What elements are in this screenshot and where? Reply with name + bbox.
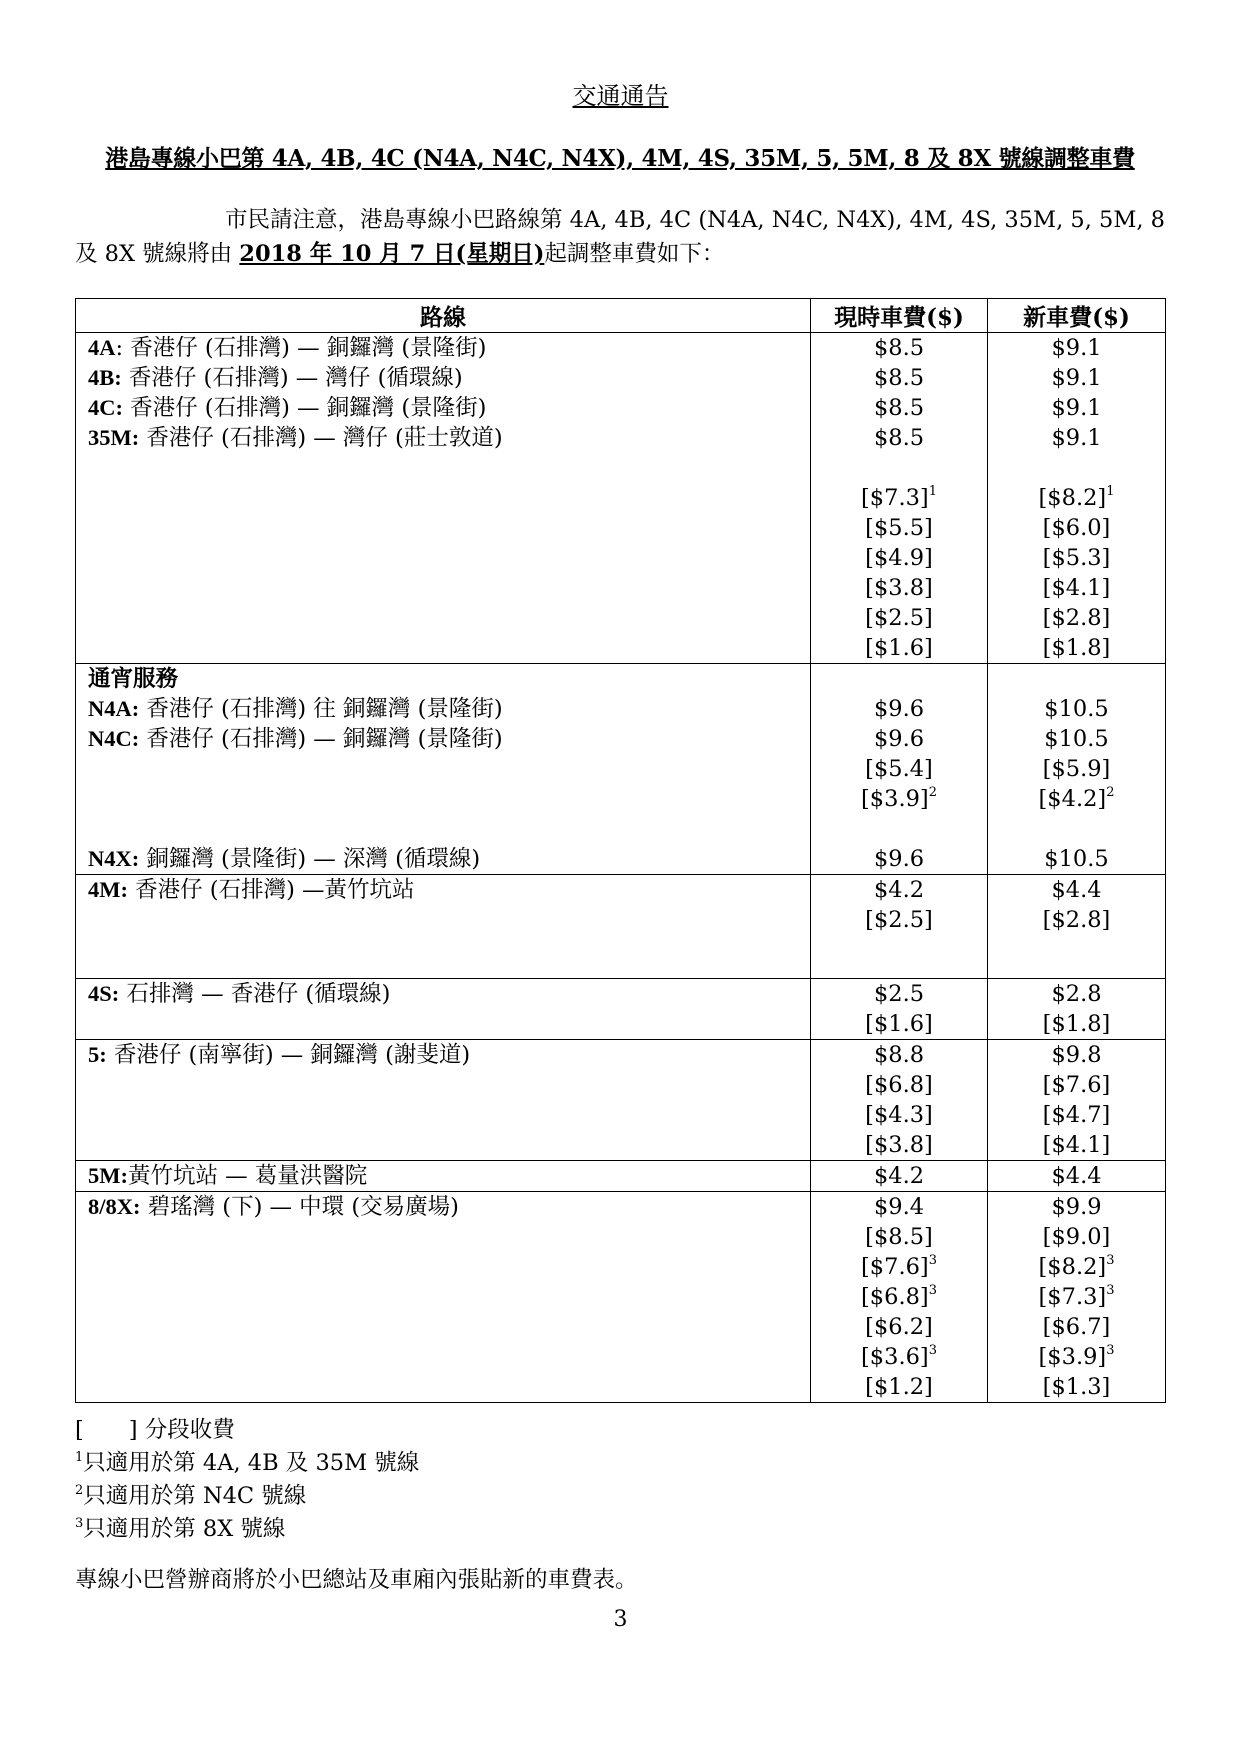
fare-value: $4.2 <box>873 1163 925 1189</box>
fare-value: [$3.8] <box>865 575 933 601</box>
fare-value: [$5.4] <box>865 756 933 782</box>
route-line: N4X: 銅鑼灣 (景隆街) — 深灣 (循環線) <box>88 846 481 872</box>
fare-value: $9.6 <box>873 696 925 722</box>
current-fare-cell <box>811 875 988 979</box>
fare-value: [$7.6] <box>1042 1072 1111 1098</box>
fare-value: $4.4 <box>1051 877 1102 903</box>
fare-value: $4.4 <box>1051 1163 1102 1189</box>
fare-value: [$7.3]$^1$ <box>861 484 937 511</box>
route-line: N4A: 香港仔 (石排灣) 往 銅鑼灣 (景隆街) <box>88 696 503 722</box>
table-row <box>76 979 1166 1040</box>
fare-value: [$6.2] <box>865 1314 933 1340</box>
route-cell <box>76 979 811 1040</box>
fare-table <box>75 298 1166 1403</box>
intro-paragraph <box>75 203 1165 271</box>
route-cell <box>76 1161 811 1192</box>
fare-value: $9.9 <box>1051 1194 1102 1220</box>
route-line: 4B: 香港仔 (石排灣) — 灣仔 (循環線) <box>88 365 463 391</box>
header-current-fare: 現時車費($) <box>811 299 988 333</box>
fare-value: $9.1 <box>1051 395 1102 421</box>
fare-value: [$6.0] <box>1042 515 1111 541</box>
fare-value: $10.5 <box>1044 846 1109 872</box>
fare-value: $8.8 <box>873 1042 925 1068</box>
new-fare-cell <box>988 1161 1166 1192</box>
new-fare-cell <box>988 664 1166 875</box>
fare-value: $9.4 <box>873 1194 925 1220</box>
route-line: 5: 香港仔 (南寧街) — 銅鑼灣 (謝斐道) <box>88 1042 471 1068</box>
fare-value: $8.5 <box>873 365 925 391</box>
route-line: 4A: 香港仔 (石排灣) — 銅鑼灣 (景隆街) <box>88 335 487 361</box>
route-cell <box>76 664 811 875</box>
current-fare-cell <box>811 1192 988 1403</box>
route-line: 4M: 香港仔 (石排灣) —黃竹坑站 <box>88 877 415 903</box>
page-number: 3 <box>613 1607 628 1632</box>
route-line: 4C: 香港仔 (石排灣) — 銅鑼灣 (景隆街) <box>88 395 487 421</box>
table-row <box>76 875 1166 979</box>
fare-value: [$6.7] <box>1042 1314 1111 1340</box>
fare-value: [$1.8] <box>1042 635 1111 661</box>
fare-value: $8.5 <box>873 425 925 451</box>
fare-value: [$5.5] <box>865 515 933 541</box>
new-fare-cell <box>988 1040 1166 1161</box>
fare-value: $9.6 <box>873 726 925 752</box>
intro-text-after: 起調整車費如下： <box>544 241 725 267</box>
fare-value: [$1.8] <box>1042 1011 1111 1037</box>
new-fare-cell <box>988 1192 1166 1403</box>
fare-value: [$1.3] <box>1042 1374 1111 1400</box>
current-fare-cell <box>811 979 988 1040</box>
new-fare-cell <box>988 875 1166 979</box>
fare-value: [$4.3] <box>865 1102 933 1128</box>
fare-value: $8.5 <box>873 335 925 361</box>
fare-value: [$2.8] <box>1042 605 1111 631</box>
fare-value: [$4.1] <box>1042 575 1111 601</box>
fare-value: [$6.8]$^3$ <box>861 1283 937 1310</box>
fare-value: $9.6 <box>873 846 925 872</box>
fare-value: [$5.9] <box>1042 756 1111 782</box>
closing-statement: 專線小巴營辦商將於小巴總站及車廂內張貼新的車費表。 <box>75 1567 638 1593</box>
fare-value: [$8.5] <box>865 1224 933 1250</box>
fare-value: [$8.2]$^3$ <box>1038 1253 1115 1280</box>
fare-value: [$1.6] <box>865 635 933 661</box>
route-line: 4S: 石排灣 — 香港仔 (循環線) <box>88 981 391 1007</box>
fare-value: $10.5 <box>1044 696 1109 722</box>
fare-value: $9.1 <box>1051 365 1102 391</box>
table-row <box>76 1040 1166 1161</box>
fare-value: [$3.6]$^3$ <box>861 1343 937 1370</box>
legend-note: [ ] 分段收費 <box>75 1417 235 1443</box>
route-cell <box>76 333 811 664</box>
new-fare-cell <box>988 979 1166 1040</box>
table-row <box>76 333 1166 664</box>
fare-value: [$2.5] <box>865 907 933 933</box>
route-line: N4C: 香港仔 (石排灣) — 銅鑼灣 (景隆街) <box>88 726 503 752</box>
fare-value: [$7.6]$^3$ <box>861 1253 937 1280</box>
fare-value: [$5.3] <box>1042 545 1111 571</box>
footnote: $^3$只適用於第 8X 號線 <box>75 1516 286 1542</box>
notice-title: 交通通告 <box>572 82 669 110</box>
route-cell <box>76 1192 811 1403</box>
route-line: 5M:黃竹坑站 — 葛量洪醫院 <box>88 1163 368 1189</box>
new-fare-cell <box>988 333 1166 664</box>
fare-value: $9.1 <box>1051 425 1102 451</box>
table-row <box>76 664 1166 875</box>
fare-value: [$1.6] <box>865 1011 933 1037</box>
fare-value: [$2.8] <box>1042 907 1111 933</box>
fare-value: [$8.2]$^1$ <box>1038 484 1115 511</box>
fare-value: $9.1 <box>1051 335 1102 361</box>
intro-text-before: 市民請注意，港島專線小巴路線第 4A, 4B, 4C (N4A, N4C, N4X), 4M, 4S, 35M, 5, 5M, 8 及 8X 號線將由 <box>75 207 1165 267</box>
fare-value: [$4.2]$^2$ <box>1038 785 1115 812</box>
footnote: $^1$只適用於第 4A, 4B 及 35M 號線 <box>75 1450 420 1476</box>
notice-subtitle: 港島專線小巴第 4A, 4B, 4C (N4A, N4C, N4X), 4M, 4S, 35M, 5, 5M, 8 及 8X 號線調整車費 <box>105 145 1135 172</box>
current-fare-cell <box>811 1040 988 1161</box>
fare-value: [$4.9] <box>865 545 933 571</box>
header-new-fare: 新車費($) <box>988 299 1166 333</box>
fare-value: $2.8 <box>1051 981 1102 1007</box>
effective-date: 2018 年 10 月 7 日(星期日) <box>239 241 545 267</box>
fare-value: [$3.8] <box>865 1132 933 1158</box>
route-cell <box>76 1040 811 1161</box>
table-row <box>76 1192 1166 1403</box>
table-header-row <box>76 299 1166 333</box>
route-cell <box>76 875 811 979</box>
fare-value: [$6.8] <box>865 1072 933 1098</box>
fare-value: [$4.7] <box>1042 1102 1111 1128</box>
current-fare-cell <box>811 1161 988 1192</box>
fare-value: $10.5 <box>1044 726 1109 752</box>
fare-value: $2.5 <box>873 981 925 1007</box>
current-fare-cell <box>811 664 988 875</box>
route-line: 8/8X: 碧瑤灣 (下) — 中環 (交易廣場) <box>88 1194 459 1220</box>
fare-value: [$7.3]$^3$ <box>1038 1283 1115 1310</box>
footnote: $^2$只適用於第 N4C 號線 <box>75 1483 307 1509</box>
section-heading: 通宵服務 <box>88 666 179 691</box>
fare-value: [$2.5] <box>865 605 933 631</box>
table-row <box>76 1161 1166 1192</box>
header-route: 路線 <box>76 299 811 333</box>
footnotes <box>75 1414 419 1546</box>
fare-value: $8.5 <box>873 395 925 421</box>
fare-value: [$3.9]$^2$ <box>861 785 937 812</box>
fare-value: [$3.9]$^3$ <box>1038 1343 1115 1370</box>
fare-value: $4.2 <box>873 877 925 903</box>
fare-value: $9.8 <box>1051 1042 1102 1068</box>
fare-value: [$9.0] <box>1042 1224 1111 1250</box>
fare-value: [$4.1] <box>1042 1132 1111 1158</box>
current-fare-cell <box>811 333 988 664</box>
route-line: 35M: 香港仔 (石排灣) — 灣仔 (莊士敦道) <box>88 425 503 451</box>
fare-value: [$1.2] <box>865 1374 933 1400</box>
